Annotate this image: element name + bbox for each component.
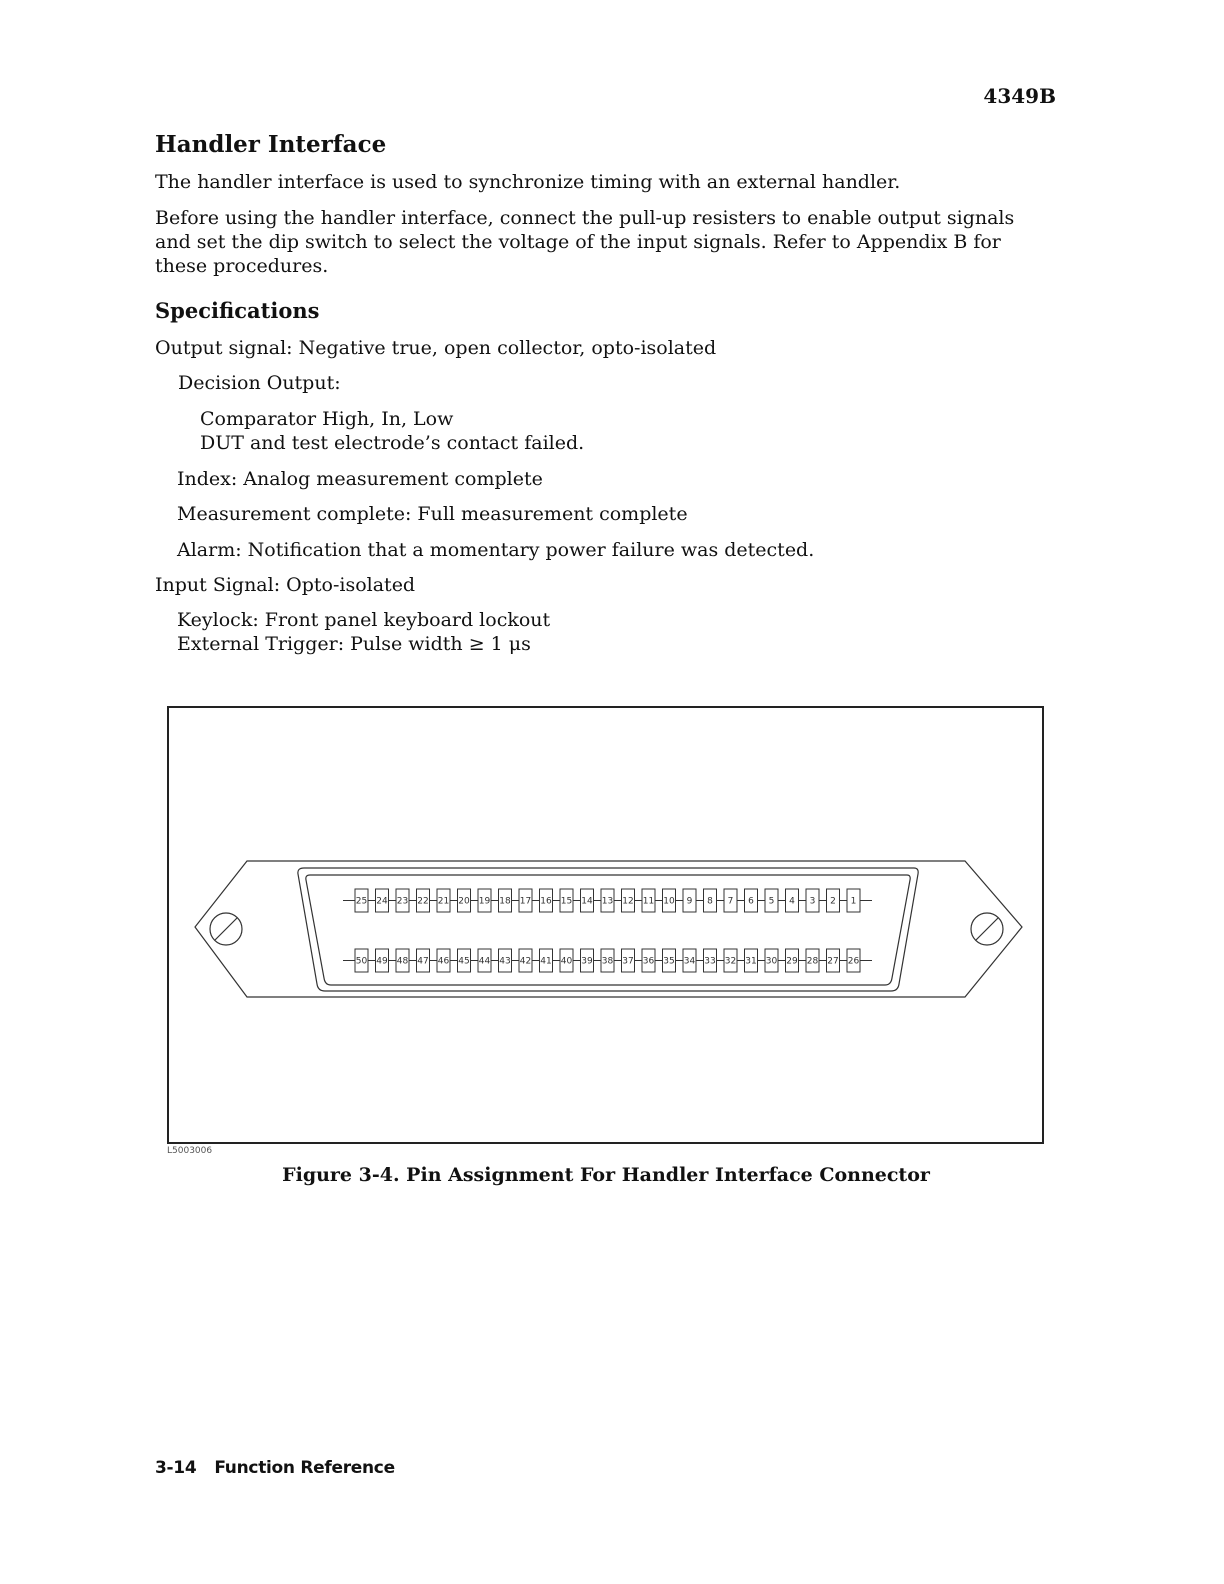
pin-number: 1	[850, 896, 857, 907]
decision-item: DUT and test electrode’s contact failed.	[200, 432, 585, 454]
pin-number: 13	[601, 896, 614, 907]
pin-number: 2	[830, 896, 836, 907]
external-trigger-line: External Trigger: Pulse width ≥ 1 μs	[177, 633, 531, 655]
footer-section: Function Reference	[214, 1458, 395, 1478]
index-line: Index: Analog measurement complete	[177, 468, 543, 490]
pin-number: 26	[847, 956, 860, 967]
page-number: 3-14	[155, 1458, 197, 1478]
pin-number: 37	[622, 956, 634, 967]
keylock-line: Keylock: Front panel keyboard lockout	[177, 609, 551, 631]
pin-number: 47	[417, 956, 429, 967]
pin-number: 7	[727, 896, 734, 907]
pin-number: 29	[786, 956, 798, 967]
decision-item: Comparator High, In, Low	[200, 408, 454, 430]
setup-paragraph: Before using the handler interface, connect the pull-up resisters to enable output signals and set the dip switch to select the voltage of the input signals. Refer to Appendix B for these procedures.	[155, 207, 1015, 277]
pin-number: 50	[355, 956, 368, 967]
pin-number: 5	[768, 896, 775, 907]
pin-number: 19	[478, 896, 491, 907]
pin-number: 17	[519, 896, 532, 907]
figure-caption: Figure 3-4. Pin Assignment For Handler Interface Connector	[282, 1164, 930, 1186]
pin-number: 18	[499, 896, 511, 907]
document-model-number: 4349B	[983, 84, 1056, 108]
pin-number: 8	[707, 896, 713, 907]
alarm-line: Alarm: Notification that a momentary power failure was detected.	[177, 539, 815, 561]
pin-number: 3	[809, 896, 816, 907]
pin-number: 43	[499, 956, 511, 967]
pin-number: 4	[789, 896, 795, 907]
pin-number: 16	[540, 896, 552, 907]
pin-number: 28	[806, 956, 819, 967]
pin-number: 36	[642, 956, 655, 967]
pin-number: 12	[622, 896, 634, 907]
pin-number: 20	[458, 896, 470, 907]
pin-number: 49	[376, 956, 388, 967]
pin-number: 44	[478, 956, 491, 967]
figure-frame	[167, 706, 1044, 1144]
pin-number: 48	[396, 956, 409, 967]
figure-id: L5003006	[167, 1146, 213, 1156]
output-signal-line: Output signal: Negative true, open collector, opto-isolated	[155, 337, 717, 359]
pin-number: 15	[560, 896, 573, 907]
screw-icon	[210, 913, 242, 945]
specifications-heading: Specifications	[155, 298, 320, 323]
section-heading: Handler Interface	[155, 131, 387, 158]
pin-number: 41	[540, 956, 552, 967]
connector-diagram	[169, 708, 1042, 1142]
pin-number: 38	[601, 956, 614, 967]
pin-row-top	[343, 889, 872, 912]
pin-number: 14	[581, 896, 593, 907]
measurement-complete-line: Measurement complete: Full measurement complete	[177, 503, 688, 525]
pin-number: 31	[745, 956, 757, 967]
pin-number: 24	[376, 896, 388, 907]
screw-icon	[971, 913, 1003, 945]
connector-shell	[195, 861, 1022, 997]
pin-number: 45	[458, 956, 470, 967]
pin-number: 21	[437, 896, 450, 907]
pin-row-bottom	[343, 949, 872, 972]
connector-housing-outer	[298, 868, 918, 991]
pin-number: 9	[686, 896, 693, 907]
pin-number: 30	[765, 956, 778, 967]
decision-output-label: Decision Output:	[178, 372, 341, 394]
pin-number: 10	[663, 896, 675, 907]
page-footer	[155, 1458, 413, 1478]
pin-number: 25	[355, 896, 368, 907]
pin-number: 40	[560, 956, 573, 967]
input-signal-line: Input Signal: Opto-isolated	[155, 574, 416, 596]
pin-number: 42	[519, 956, 532, 967]
pin-number: 22	[417, 896, 429, 907]
pin-number: 33	[704, 956, 716, 967]
pin-number: 39	[581, 956, 593, 967]
pin-number: 34	[683, 956, 696, 967]
pin-number: 46	[437, 956, 450, 967]
pin-number: 27	[827, 956, 839, 967]
pin-number: 32	[724, 956, 737, 967]
pin-number: 6	[748, 896, 754, 907]
pin-number: 23	[396, 896, 409, 907]
intro-paragraph: The handler interface is used to synchronize timing with an external handler.	[155, 171, 901, 193]
pin-number: 11	[642, 896, 655, 907]
pin-number: 35	[663, 956, 675, 967]
